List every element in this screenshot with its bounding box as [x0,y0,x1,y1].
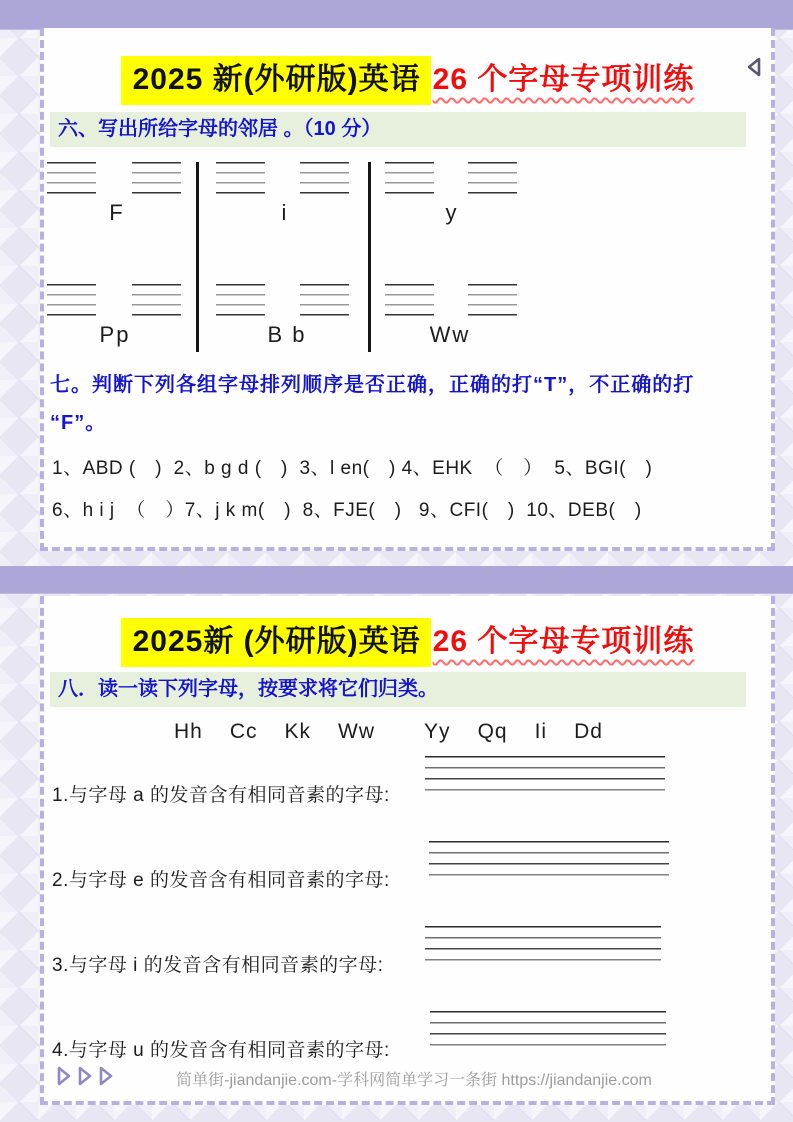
column-divider [368,162,371,352]
writing-stave[interactable] [468,162,517,194]
section7-header-line1: 七。判断下列各组字母排列顺序是否正确，正确的打“T”，不正确的打 [50,374,695,396]
writing-stave[interactable] [385,284,434,316]
given-letter: Pp [99,322,131,347]
section7-header-line2: “F”。 [50,412,107,434]
worksheet-card-2 [40,596,775,1105]
back-triangle-icon[interactable] [741,52,767,82]
answer-stave[interactable] [430,1011,666,1046]
given-letter: y [445,200,459,225]
given-letter: B b [267,322,307,347]
column-divider [196,162,199,352]
answer-stave[interactable] [429,841,669,876]
middle-lavender-band [0,566,793,594]
page2-title [44,616,771,660]
given-letter: i [281,200,289,225]
page2-title-highlight: 2025新 (外研版)英语 [121,618,431,667]
answer-stave[interactable] [425,926,661,961]
given-letter: Ww [429,322,471,347]
section8-header: 八．读一读下列字母，按要求将它们归类。 [50,672,746,707]
letter-option: Hh [174,720,203,743]
letter-option: Yy [424,720,451,743]
writing-stave[interactable] [300,284,349,316]
page1-title-highlight: 2025 新(外研版)英语 [121,56,431,105]
writing-stave[interactable] [47,284,96,316]
page1-title-red: 26 个字母专项训练 [432,63,695,96]
section8-letters-row [174,720,603,744]
writing-stave[interactable] [216,284,265,316]
letter-option: Cc [229,720,258,743]
top-lavender-band [0,0,793,30]
given-letter: F [109,200,125,225]
page1-title [44,54,771,98]
writing-stave[interactable] [468,284,517,316]
writing-stave[interactable] [300,162,349,194]
letter-option: Ww [338,720,376,743]
answer-stave[interactable] [425,756,665,791]
writing-stave[interactable] [132,162,181,194]
footer-site-text: 简单街-jiandanjie.com-学科网简单学习一条街 https://jiandanjie.com [176,1072,652,1089]
writing-stave[interactable] [47,162,96,194]
writing-stave[interactable] [132,284,181,316]
letter-option: Qq [477,720,508,743]
letter-option: Dd [574,720,603,743]
worksheet-card-1 [40,28,775,551]
prompt-1: 1.与字母 a 的发音含有相同音素的字母: [52,785,390,806]
page2-title-red: 26 个字母专项训练 [432,625,695,658]
letter-option: Ii [534,720,548,743]
footer [44,1064,771,1096]
prompt-3: 3.与字母 i 的发音含有相同音素的字母: [52,955,384,976]
prompt-2: 2.与字母 e 的发音含有相同音素的字母: [52,870,390,891]
footer-play-icons [55,1064,115,1088]
writing-stave[interactable] [385,162,434,194]
letter-option: Kk [284,720,312,743]
writing-stave[interactable] [216,162,265,194]
section7-questions-line2: 6、h i j （ ）7、j k m( ) 8、FJE( ) 9、CFI( ) 10、DEB( ) [52,500,642,521]
section6-header: 六、写出所给字母的邻居 。（10 分） [50,112,746,147]
section7-questions-line1: 1、ABD ( ) 2、b g d ( ) 3、l en( ) 4、EHK （ ） 5、BGI( ) [52,458,653,479]
prompt-4: 4.与字母 u 的发音含有相同音素的字母: [52,1040,390,1061]
